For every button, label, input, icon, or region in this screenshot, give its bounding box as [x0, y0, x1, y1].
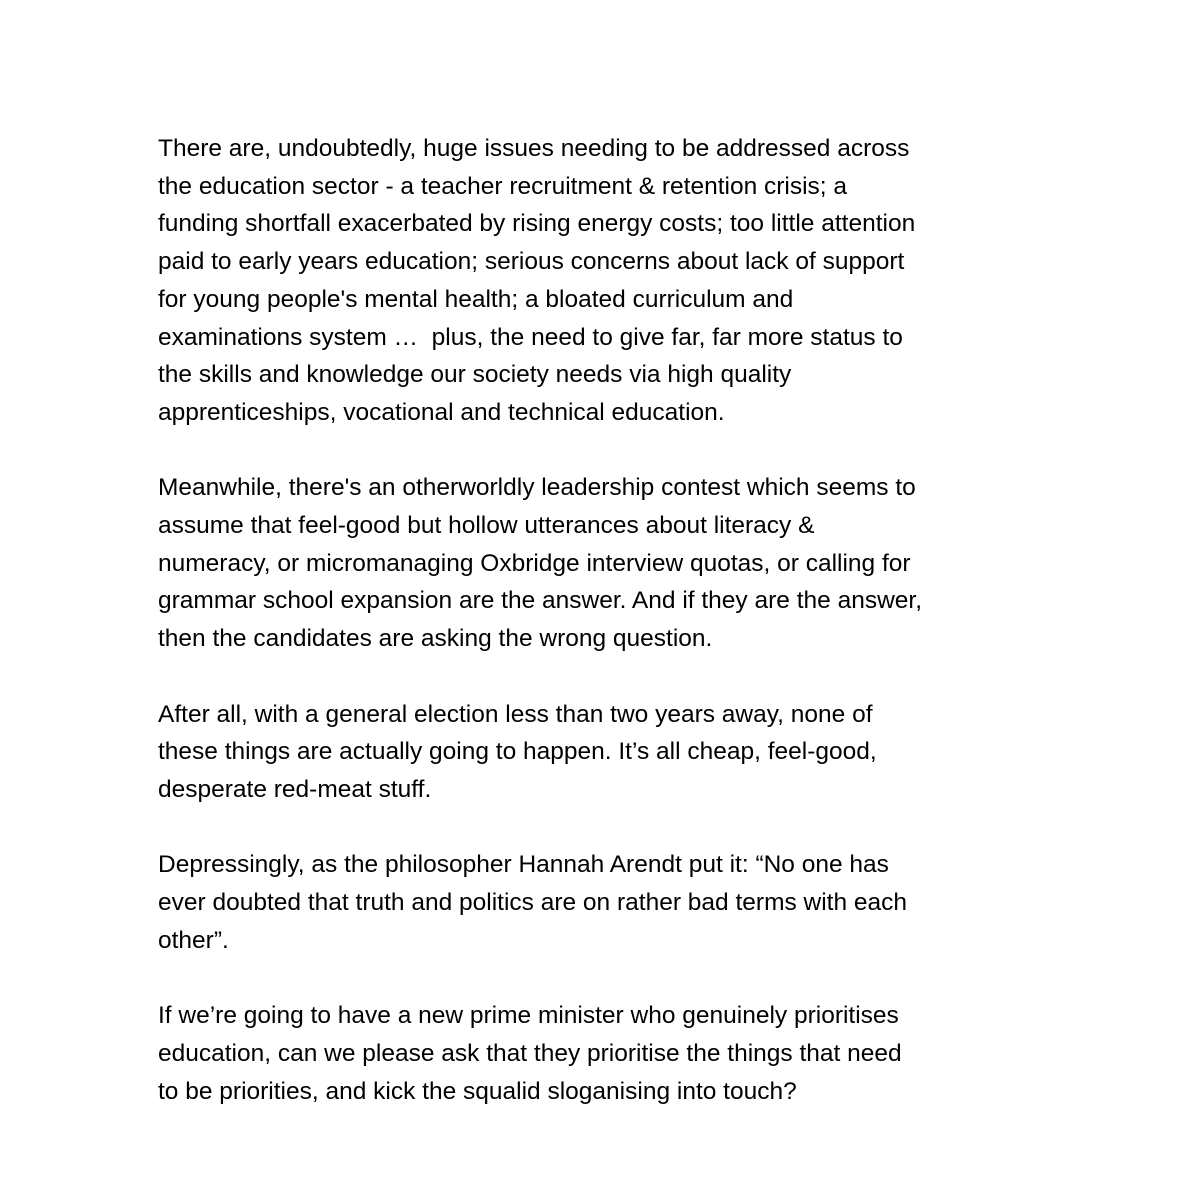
text-line: assume that feel-good but hollow utterances about literacy & [158, 512, 815, 540]
text-line: Meanwhile, there's an otherworldly leadership contest which seems to [158, 474, 916, 502]
text-line: other”. [158, 926, 229, 954]
text-line: desperate red-meat stuff. [158, 775, 432, 803]
text-line: these things are actually going to happen. It’s all cheap, feel-good, [158, 738, 877, 766]
text-line: If we’re going to have a new prime minister who genuinely prioritises [158, 1002, 899, 1030]
text-line: ever doubted that truth and politics are on rather bad terms with each [158, 889, 908, 917]
text-line: paid to early years education; serious concerns about lack of support [158, 248, 905, 276]
text-line: grammar school expansion are the answer. And if they are the answer, [158, 587, 923, 615]
text-line: funding shortfall exacerbated by rising energy costs; too little attention [158, 210, 916, 238]
text-line: apprenticeships, vocational and technical education. [158, 398, 725, 426]
document-body [158, 130, 1058, 1148]
paragraph-issues [158, 130, 1058, 432]
text-line: education, can we please ask that they prioritise the things that need [158, 1039, 902, 1067]
paragraph-leadership-contest [158, 469, 1058, 658]
text-line: the education sector - a teacher recruitment & retention crisis; a [158, 172, 848, 200]
text-line: examinations system … plus, the need to give far, far more status to [158, 323, 903, 351]
paragraph-general-election [158, 696, 1058, 809]
text-line: After all, with a general election less than two years away, none of [158, 700, 873, 728]
text-line: Depressingly, as the philosopher Hannah Arendt put it: “No one has [158, 851, 889, 879]
paragraph-arendt-quote [158, 846, 1058, 959]
text-line: There are, undoubtedly, huge issues needing to be addressed across [158, 135, 910, 162]
text-line: to be priorities, and kick the squalid sloganising into touch? [158, 1077, 797, 1105]
text-line: the skills and knowledge our society needs via high quality [158, 361, 792, 389]
paragraph-prime-minister [158, 997, 1058, 1110]
text-line: numeracy, or micromanaging Oxbridge interview quotas, or calling for [158, 549, 911, 577]
text-line: then the candidates are asking the wrong question. [158, 625, 713, 653]
text-line: for young people's mental health; a bloated curriculum and [158, 285, 794, 313]
